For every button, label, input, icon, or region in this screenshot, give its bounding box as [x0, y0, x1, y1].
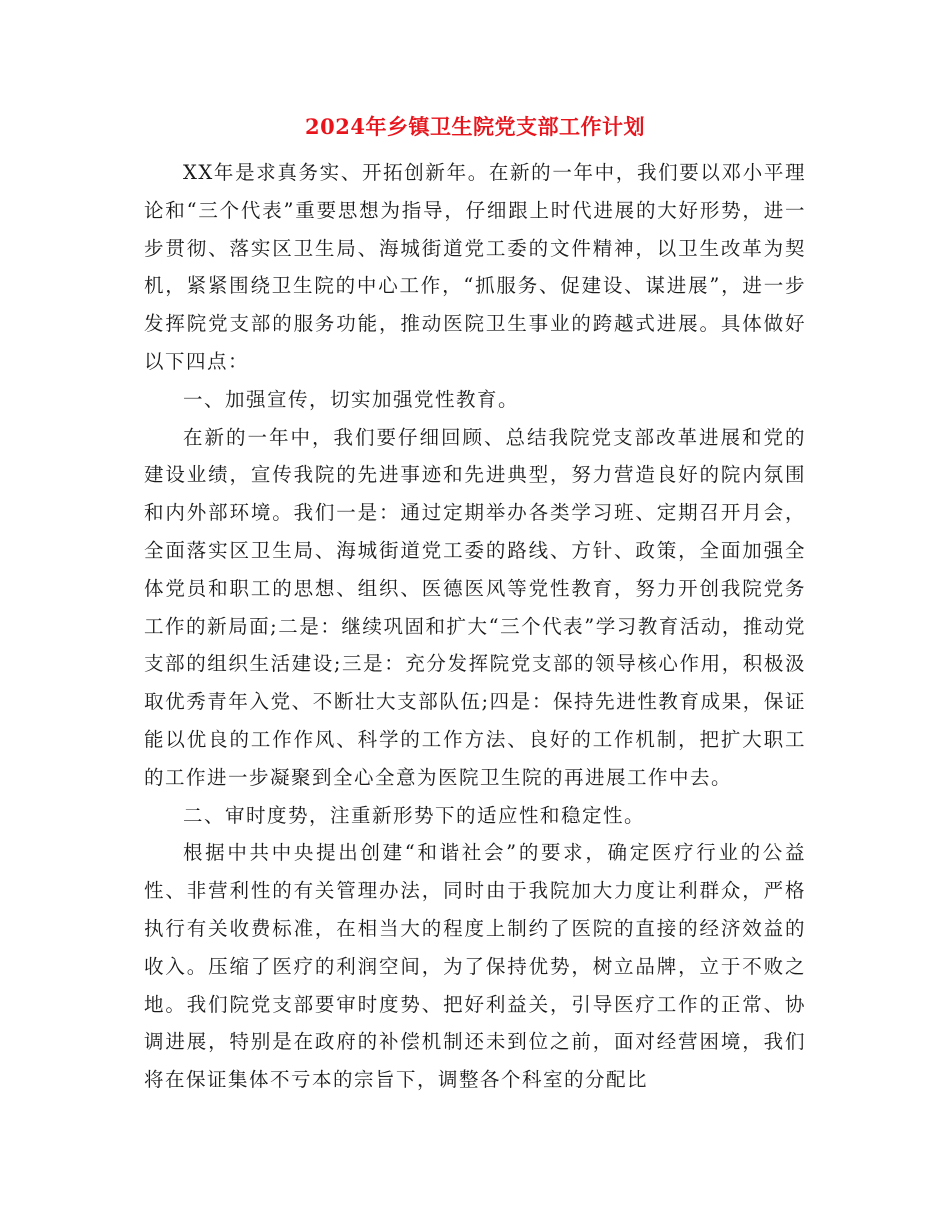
- section-heading-2: 二、审时度势，注重新形势下的适应性和稳定性。: [183, 803, 646, 827]
- section-1-paragraph: 在新的一年中，我们要仔细回顾、总结我院党支部改革进展和党的建设业绩，宣传我院的先进事迹和先进典型，努力营造良好的院内氛围和内外部环境。我们一是：通过定期举办各类学习班、定期召开月会，全面落实区卫生局、海城街道党工委的路线、方针、政策，全面加强全体党员和职工的思想、组织、医德医风等党性教育，努力开创我院党务工作的新局面;二是：继续巩固和扩大“三个代表”学习教育活动，推动党支部的组织生活建设;三是：充分发挥院党支部的领导核心作用，积极汲取优秀青年入党、不断壮大支部队伍;四是：保持先进性教育成果，保证能以优良的工作作风、科学的工作方法、良好的工作机制，把扩大职工的工作进一步凝聚到全心全意为医院卫生院的再进展工作中去。: [144, 425, 806, 789]
- intro-paragraph: XX年是求真务实、开拓创新年。在新的一年中，我们要以邓小平理论和“三个代表”重要思想为指导，仔细跟上时代进展的大好形势，进一步贯彻、落实区卫生局、海城街道党工委的文件精神，以卫生改革为契机，紧紧围绕卫生院的中心工作，“抓服务、促建设、谋进展”，进一步发挥院党支部的服务功能，推动医院卫生事业的跨越式进展。具体做好以下四点：: [144, 161, 806, 373]
- document-title: 2024年乡镇卫生院党支部工作计划: [305, 114, 645, 139]
- section-heading-1: 一、加强宣传，切实加强党性教育。: [183, 387, 520, 411]
- section-2-paragraph: 根据中共中央提出创建“和谐社会”的要求，确定医疗行业的公益性、非营利性的有关管理办法，同时由于我院加大力度让利群众，严格执行有关收费标准，在相当大的程度上制约了医院的直接的经济效益的收入。压缩了医疗的利润空间，为了保持优势，树立品牌，立于不败之地。我们院党支部要审时度势、把好利益关，引导医疗工作的正常、协调进展，特别是在政府的补偿机制还未到位之前，面对经营困境，我们将在保证集体不亏本的宗旨下，调整各个科室的分配比: [144, 841, 806, 1092]
- document-body: [144, 154, 806, 1099]
